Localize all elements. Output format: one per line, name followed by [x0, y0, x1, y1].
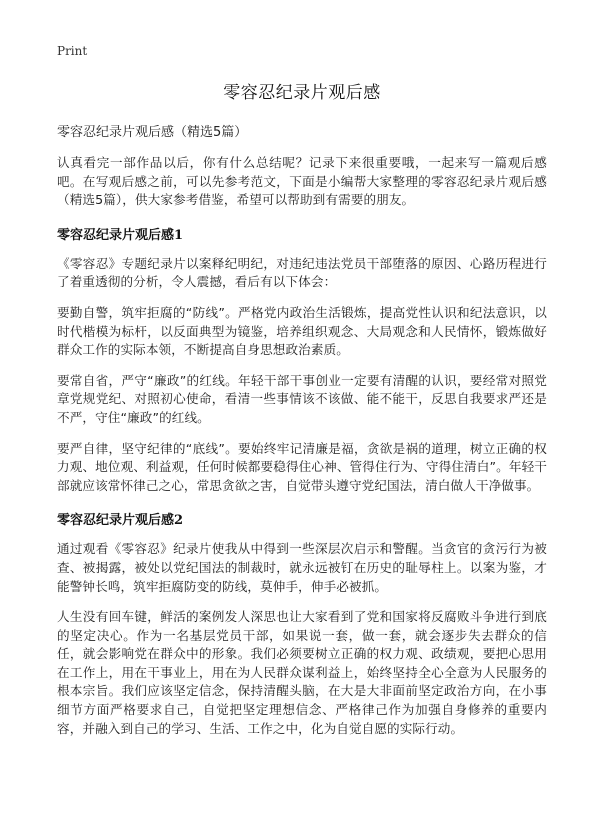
section-2-paragraph: 人生没有回车键，鲜活的案例发人深思也让大家看到了党和国家将反腐败斗争进行到底的坚定决心。作为一名基层党员干部，如果说一套，做一套，就会逐步失去群众的信任，就会影响党在群众中的形象。我们必须要树立正确的权力观、政绩观，要把心思用在工作上，用在干事业上，用在为人民群众谋利益上，始终坚持全心全意为人民服务的根本宗旨。我们应该坚定信念，保持清醒头脑，在大是大非面前坚定政治方向，在小事细节方面严格要求自己，自觉把坚定理想信念、严格律己作为加强自身修养的重要内容，并融入到自己的学习、生活、工作之中，化为自觉自愿的实际行动。	[57, 609, 547, 736]
section-1-paragraph: 要勤自警，筑牢拒腐的“防线”。严格党内政治生活锻炼，提高党性认识和纪法意识，以时代楷模为标杆，以反面典型为镜鉴，培养组织观念、大局观念和人民情怀，锻炼做好群众工作的实际本领，不断提高自身思想政治素质。	[57, 304, 547, 358]
section-heading-1: 零容忍纪录片观后感1	[57, 227, 184, 243]
section-1-paragraph: 《零容忍》专题纪录片以案释纪明纪，对违纪违法党员干部堕落的原因、心路历程进行了着重透彻的分析，令人震撼，看后有以下体会：	[57, 255, 547, 290]
section-1-paragraph: 要严自律，坚守纪律的“底线”。要始终牢记清廉是福，贪欲是祸的道理，树立正确的权力观、地位观、利益观，任何时候都要稳得住心神、管得住行为、守得住清白”。年轻干部就应该常怀律己之心，常思贪欲之害，自觉带头遵守党纪国法，清白做人干净做事。	[57, 440, 547, 493]
page-title: 零容忍纪录片观后感	[223, 83, 381, 103]
article	[57, 78, 547, 750]
section-1-paragraph: 要常自省，严守“廉政”的红线。年轻干部干事创业一定要有清醒的认识，要经常对照党章党规党纪、对照初心使命，看清一些事情该不该做、能不能干，反思自我要求严还是不严，守住“廉政”的红线。	[57, 372, 547, 425]
intro-paragraph: 认真看完一部作品以后，你有什么总结呢？记录下来很重要哦，一起来写一篇观后感吧。在写观后感之前，可以先参考范文，下面是小编帮大家整理的零容忍纪录片观后感（精选5篇），供大家参考借鉴，希望可以帮助到有需要的朋友。	[57, 155, 547, 208]
print-link[interactable]: Print	[57, 44, 88, 58]
subtitle: 零容忍纪录片观后感（精选5篇）	[57, 125, 248, 140]
section-2-paragraph: 通过观看《零容忍》纪录片使我从中得到一些深层次启示和警醒。当贪官的贪污行为被查、被揭露，被处以党纪国法的制裁时，就永远被钉在历史的耻辱柱上。以案为鉴，才能警钟长鸣，筑牢拒腐防变的防线，莫伸手，伸手必被抓。	[57, 541, 547, 594]
section-heading-2: 零容忍纪录片观后感2	[57, 513, 184, 529]
